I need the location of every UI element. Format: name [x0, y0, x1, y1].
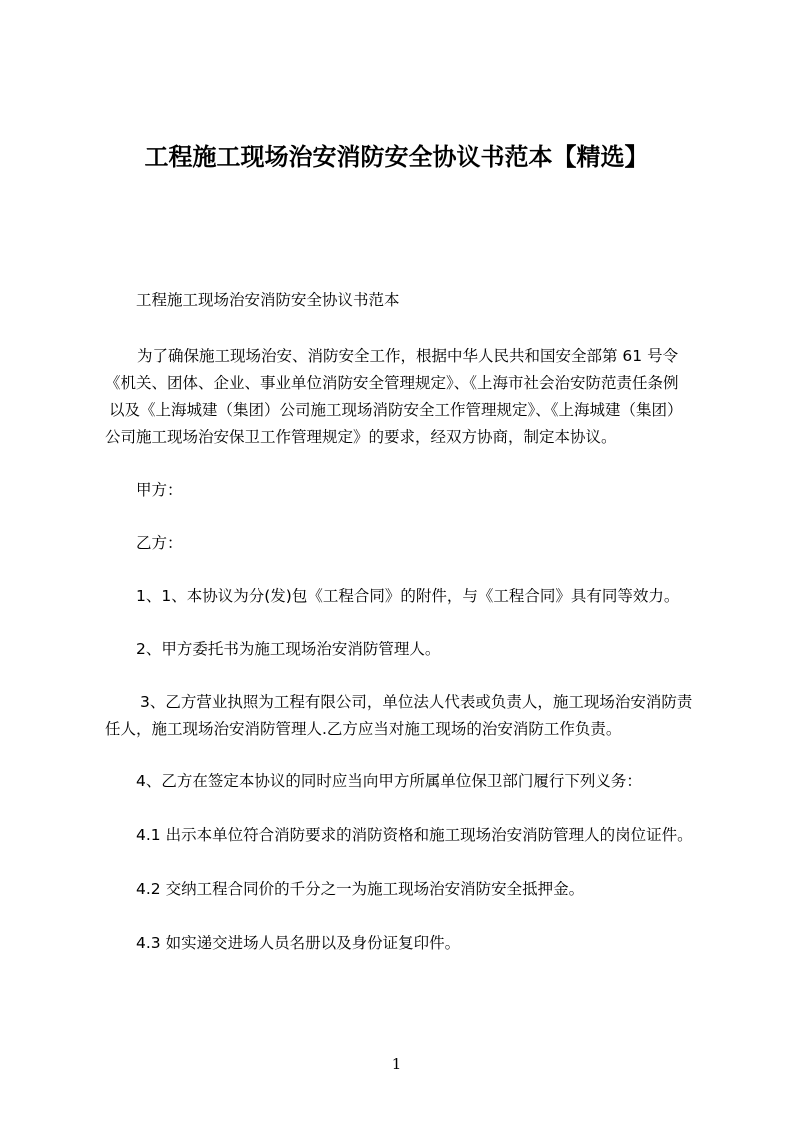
clause-1: 1、1、本协议为分(发)包《工程合同》的附件，与《工程合同》具有同等效力。 — [136, 587, 680, 605]
intro-line-2: 《机关、团体、企业、事业单位消防安全管理规定》、《上海市社会治安防范责任条例 — [105, 374, 679, 392]
party-a-label: 甲方： — [136, 481, 183, 499]
clause-4: 4、乙方在签定本协议的同时应当向甲方所属单位保卫部门履行下列义务： — [136, 772, 642, 790]
clause-4-2: 4.2 交纳工程合同价的千分之一为施工现场治安消防安全抵押金。 — [136, 880, 585, 898]
clause-2: 2、甲方委托书为施工现场治安消防管理人。 — [136, 640, 441, 658]
document-subtitle: 工程施工现场治安消防安全协议书范本 — [136, 291, 400, 309]
party-b-label: 乙方： — [136, 534, 183, 552]
clause-3-line-2: 任人，施工现场治安消防管理人.乙方应当对施工现场的治安消防工作负责。 — [105, 720, 622, 738]
intro-line-1: 为了确保施工现场治安、消防安全工作，根据中华人民共和国安全部第 61 号令 — [137, 347, 679, 365]
intro-line-4: 公司施工现场治安保卫工作管理规定》的要求，经双方协商，制定本协议。 — [105, 428, 617, 446]
intro-line-3: 以及《上海城建（集团）公司施工现场消防安全工作管理规定》、《上海城建（集团） — [109, 401, 683, 419]
clause-4-3: 4.3 如实递交进场人员名册以及身份证复印件。 — [136, 934, 461, 952]
page-number: 1 — [391, 1055, 402, 1073]
clause-3-line-1: 3、乙方营业执照为工程有限公司，单位法人代表或负责人，施工现场治安消防责 — [140, 693, 693, 711]
clause-4-1: 4.1 出示本单位符合消防要求的消防资格和施工现场治安消防管理人的岗位证件。 — [136, 826, 693, 844]
document-title: 工程施工现场治安消防安全协议书范本【精选】 — [144, 143, 649, 171]
